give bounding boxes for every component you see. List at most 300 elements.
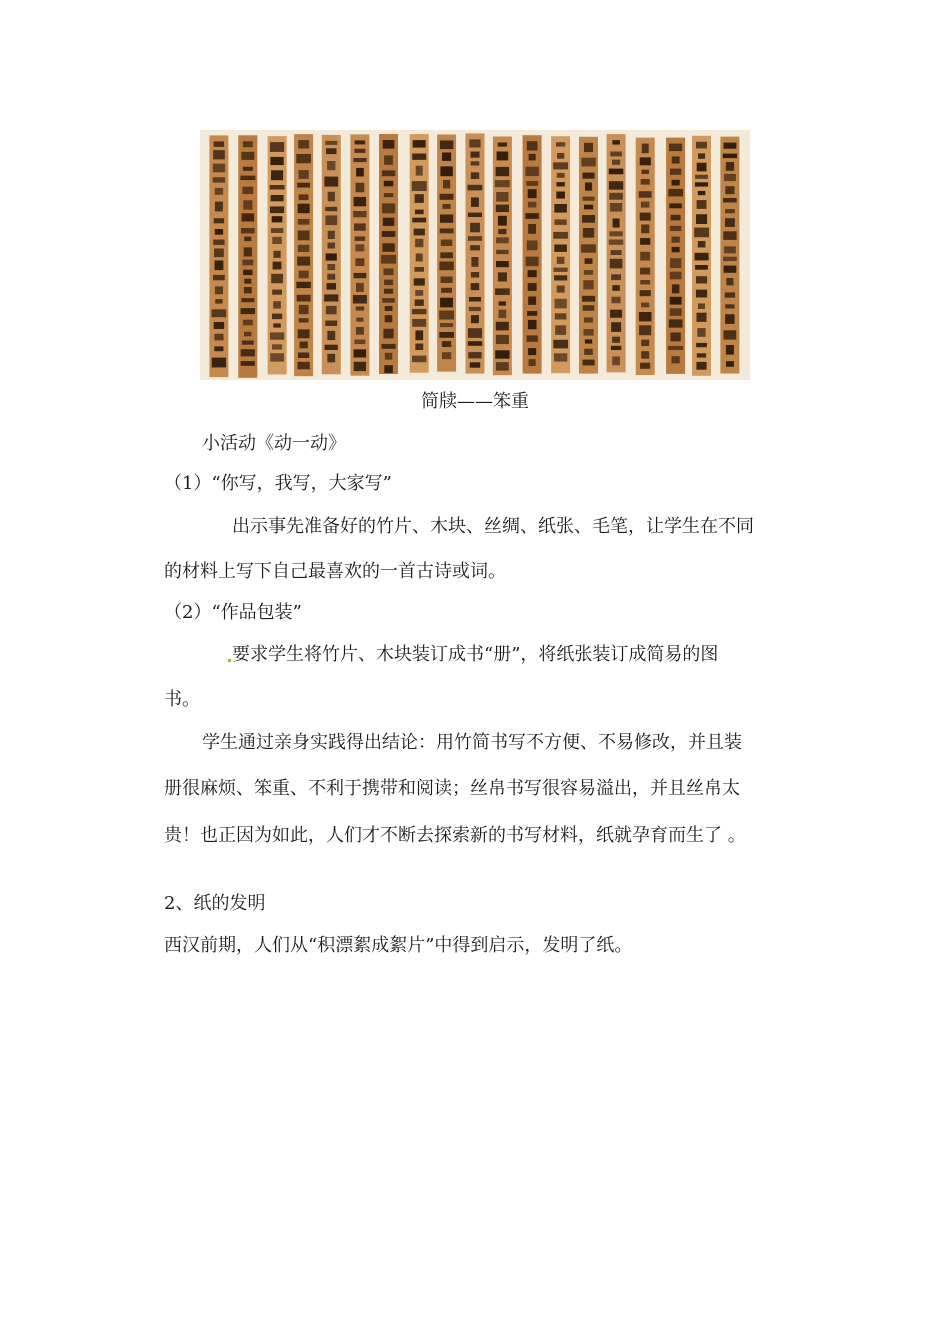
ink-stroke: [326, 148, 337, 154]
ink-stroke: [215, 229, 223, 235]
ink-stroke: [612, 356, 620, 365]
ink-stroke: [495, 350, 509, 358]
figure-caption: 简牍——笨重: [421, 391, 529, 412]
bamboo-slips-illustration: [200, 130, 750, 380]
ink-stroke: [696, 290, 707, 298]
ink-stroke: [356, 283, 364, 292]
ink-stroke: [583, 228, 594, 238]
ink-stroke: [412, 218, 426, 223]
ink-stroke: [553, 340, 568, 349]
ink-stroke: [298, 329, 310, 338]
ink-stroke: [697, 328, 705, 337]
ink-stroke: [498, 143, 507, 147]
ink-stroke: [585, 339, 592, 343]
ink-stroke: [384, 193, 394, 197]
ink-stroke: [723, 154, 737, 159]
ink-stroke: [726, 162, 734, 171]
ink-stroke: [243, 270, 252, 275]
ink-stroke: [528, 320, 537, 329]
ink-stroke: [298, 219, 310, 225]
ink-stroke: [354, 340, 365, 345]
ink-stroke: [584, 317, 593, 322]
ink-stroke: [611, 346, 621, 350]
ink-stroke: [298, 245, 310, 252]
ink-stroke: [384, 280, 393, 286]
ink-stroke: [496, 362, 509, 371]
ink-stroke: [612, 160, 620, 165]
ink-stroke: [240, 176, 255, 181]
ink-stroke: [723, 257, 737, 261]
ink-stroke: [353, 295, 367, 304]
ink-stroke: [385, 315, 393, 322]
ink-stroke: [442, 153, 451, 161]
ink-stroke: [296, 282, 310, 288]
ink-stroke: [697, 163, 707, 172]
ink-stroke: [273, 251, 280, 258]
ink-stroke: [582, 296, 595, 302]
item1-text-line1: 出示事先准备好的竹片、木块、丝绸、纸张、毛笔，让学生在不同: [232, 516, 754, 537]
activity-title: 小活动《动一动》: [202, 433, 346, 454]
ink-stroke: [298, 204, 310, 214]
ink-stroke: [725, 209, 735, 213]
ink-stroke: [527, 311, 537, 316]
ink-stroke: [441, 288, 452, 293]
ink-stroke: [528, 202, 537, 208]
ink-stroke: [611, 250, 622, 255]
ink-stroke: [440, 252, 453, 258]
ink-stroke: [496, 250, 508, 254]
ink-stroke: [726, 278, 733, 285]
ink-stroke: [496, 335, 509, 344]
ink-stroke: [354, 273, 367, 278]
ink-stroke: [299, 305, 309, 314]
ink-stroke: [554, 275, 567, 280]
ink-stroke: [327, 331, 335, 340]
ink-stroke: [415, 344, 423, 351]
ink-stroke: [581, 244, 596, 252]
ink-stroke: [272, 216, 283, 222]
ink-stroke: [694, 228, 709, 238]
ink-stroke: [525, 167, 538, 176]
ink-stroke: [642, 170, 650, 174]
ink-stroke: [723, 231, 736, 240]
ink-stroke: [414, 278, 425, 285]
ink-stroke: [241, 349, 255, 356]
ink-stroke: [641, 351, 649, 359]
ink-stroke: [440, 194, 454, 200]
ink-stroke: [641, 225, 649, 234]
ink-stroke: [215, 188, 223, 195]
cursor-mark: [228, 659, 231, 662]
ink-stroke: [242, 341, 254, 345]
ink-stroke: [271, 195, 284, 201]
ink-stroke: [470, 362, 480, 367]
ink-stroke: [672, 356, 680, 363]
ink-stroke: [583, 360, 595, 366]
ink-stroke: [640, 157, 651, 165]
ink-stroke: [471, 272, 479, 278]
ink-stroke: [557, 257, 565, 264]
ink-stroke: [471, 161, 480, 165]
conclusion-line3: 贵！也正因为如此，人们才不断去探索新的书写材料，纸就孕育而生了 。: [164, 825, 746, 846]
ink-stroke: [498, 272, 507, 281]
ink-stroke: [609, 193, 623, 200]
ink-stroke: [672, 247, 680, 252]
ink-stroke: [212, 358, 226, 368]
ink-stroke: [443, 204, 451, 209]
ink-stroke: [299, 170, 309, 179]
ink-stroke: [241, 361, 255, 366]
ink-stroke: [439, 262, 453, 271]
ink-stroke: [582, 215, 595, 223]
ink-stroke: [610, 310, 622, 318]
ink-stroke: [670, 258, 681, 268]
ink-stroke: [383, 218, 395, 226]
ink-stroke: [724, 174, 736, 181]
ink-stroke: [270, 353, 284, 361]
ink-stroke: [468, 328, 482, 338]
item1-heading: （1）“你写，我写，大家写”: [164, 473, 392, 494]
ink-stroke: [214, 334, 223, 341]
ink-stroke: [612, 337, 620, 343]
ink-stroke: [441, 277, 453, 284]
ink-stroke: [696, 343, 707, 347]
ink-stroke: [609, 240, 623, 245]
ink-stroke: [300, 342, 308, 349]
ink-stroke: [215, 261, 224, 271]
ink-stroke: [696, 276, 707, 283]
ink-stroke: [641, 179, 650, 185]
ink-stroke: [328, 231, 335, 239]
ink-stroke: [414, 229, 425, 236]
ink-stroke: [640, 280, 650, 285]
ink-stroke: [609, 181, 623, 190]
ink-stroke: [298, 353, 309, 359]
ink-stroke: [273, 262, 282, 270]
ink-stroke: [440, 229, 454, 234]
ink-stroke: [695, 182, 708, 186]
ink-stroke: [416, 254, 423, 262]
ink-stroke: [298, 140, 309, 148]
ink-stroke: [468, 213, 482, 217]
ink-stroke: [353, 158, 366, 162]
ink-stroke: [495, 180, 510, 187]
ink-stroke: [356, 327, 364, 335]
ink-stroke: [327, 264, 335, 270]
ink-stroke: [640, 268, 650, 275]
ink-stroke: [695, 265, 708, 270]
ink-stroke: [496, 322, 509, 331]
ink-stroke: [698, 241, 706, 248]
ink-stroke: [555, 299, 567, 309]
ink-stroke: [272, 344, 282, 349]
ink-stroke: [698, 191, 706, 195]
ink-stroke: [610, 203, 622, 212]
ink-stroke: [640, 363, 650, 369]
ink-stroke: [241, 298, 254, 302]
ink-stroke: [215, 299, 222, 304]
ink-stroke: [469, 307, 481, 311]
ink-stroke: [242, 187, 253, 195]
ink-stroke: [412, 181, 427, 191]
ink-stroke: [244, 287, 252, 293]
section2-heading: 2、纸的发明: [164, 893, 266, 914]
ink-stroke: [327, 161, 335, 170]
ink-stroke: [529, 359, 536, 366]
ink-stroke: [725, 186, 734, 194]
ink-stroke: [440, 166, 452, 176]
ink-stroke: [527, 240, 538, 250]
ink-stroke: [356, 168, 364, 177]
ink-stroke: [325, 345, 338, 350]
ink-stroke: [243, 167, 253, 171]
ink-stroke: [498, 216, 507, 226]
ink-stroke: [273, 301, 281, 308]
ink-stroke: [353, 211, 366, 217]
ink-stroke: [697, 313, 707, 322]
ink-stroke: [299, 271, 309, 279]
ink-stroke: [440, 323, 453, 327]
ink-stroke: [415, 239, 423, 247]
ink-stroke: [213, 150, 225, 159]
ink-stroke: [583, 173, 595, 179]
ink-stroke: [528, 270, 537, 277]
ink-stroke: [440, 215, 453, 223]
ink-stroke: [327, 354, 335, 362]
ink-stroke: [384, 181, 394, 187]
ink-stroke: [215, 286, 223, 294]
ink-stroke: [669, 144, 682, 152]
ink-stroke: [440, 298, 453, 308]
ink-stroke: [612, 297, 621, 304]
ink-stroke: [672, 237, 680, 243]
ink-stroke: [270, 206, 284, 213]
ink-stroke: [297, 295, 311, 302]
ink-stroke: [639, 312, 652, 321]
ink-stroke: [724, 266, 737, 273]
ink-stroke: [581, 158, 595, 167]
ink-stroke: [496, 261, 509, 267]
ink-stroke: [725, 292, 735, 297]
ink-stroke: [528, 224, 536, 234]
ink-stroke: [298, 231, 310, 241]
ink-stroke: [272, 290, 282, 295]
ink-stroke: [468, 352, 481, 358]
ink-stroke: [270, 142, 284, 152]
ink-stroke: [243, 200, 252, 209]
ink-stroke: [325, 321, 337, 327]
ink-stroke: [469, 297, 481, 302]
ink-stroke: [585, 182, 592, 190]
ink-stroke: [442, 341, 451, 347]
ink-stroke: [554, 353, 567, 361]
ink-stroke: [725, 218, 735, 227]
ink-stroke: [440, 141, 453, 150]
ink-stroke: [325, 207, 337, 211]
ink-stroke: [528, 283, 537, 291]
ink-stroke: [382, 298, 395, 303]
ink-stroke: [696, 362, 706, 370]
ink-stroke: [725, 314, 734, 324]
ink-stroke: [327, 274, 335, 280]
ink-stroke: [471, 257, 478, 267]
ink-stroke: [355, 244, 364, 251]
ink-stroke: [214, 218, 224, 223]
ink-stroke: [697, 200, 707, 209]
ink-stroke: [439, 332, 454, 338]
ink-stroke: [356, 318, 363, 322]
ink-stroke: [325, 141, 337, 145]
ink-stroke: [499, 310, 507, 319]
ink-stroke: [723, 198, 737, 203]
ink-stroke: [442, 352, 451, 359]
section2-text: 西汉前期，人们从“积漂絮成絮片”中得到启示，发明了纸。: [164, 935, 633, 956]
ink-stroke: [554, 204, 567, 213]
ink-stroke: [471, 172, 479, 179]
ink-stroke: [412, 309, 427, 314]
ink-stroke: [213, 275, 225, 280]
ink-stroke: [355, 258, 364, 266]
ink-stroke: [527, 335, 538, 341]
ink-stroke: [495, 288, 510, 295]
ink-stroke: [499, 301, 506, 305]
ink-stroke: [669, 203, 682, 208]
ink-stroke: [412, 356, 426, 363]
ink-stroke: [270, 332, 284, 339]
conclusion-line2: 册很麻烦、笨重、不利于携带和阅读；丝帛书写很容易溢出，并且丝帛太: [164, 778, 740, 799]
ink-stroke: [670, 333, 680, 342]
ink-stroke: [381, 255, 396, 264]
ink-stroke: [355, 140, 366, 144]
ink-stroke: [244, 332, 252, 337]
ink-stroke: [296, 154, 311, 163]
ink-stroke: [383, 140, 395, 149]
ink-stroke: [526, 181, 538, 186]
ink-stroke: [583, 197, 595, 201]
ink-stroke: [557, 173, 565, 178]
ink-stroke: [640, 238, 650, 245]
ink-stroke: [670, 272, 682, 280]
ink-stroke: [384, 289, 393, 294]
ink-stroke: [412, 319, 426, 327]
ink-stroke: [672, 284, 680, 293]
ink-stroke: [328, 192, 335, 202]
ink-stroke: [695, 175, 708, 179]
ink-stroke: [556, 182, 565, 186]
ink-stroke: [383, 329, 393, 339]
ink-stroke: [611, 322, 621, 332]
ink-stroke: [527, 141, 538, 150]
ink-stroke: [244, 237, 251, 242]
ink-stroke: [215, 202, 223, 212]
ink-stroke: [468, 236, 482, 241]
ink-stroke: [415, 267, 425, 272]
ink-stroke: [610, 231, 623, 236]
ink-stroke: [640, 213, 651, 221]
ink-stroke: [612, 140, 620, 145]
ink-stroke: [385, 306, 393, 311]
ink-stroke: [243, 141, 253, 147]
ink-stroke: [471, 197, 479, 207]
ink-stroke: [584, 205, 593, 210]
ink-stroke: [610, 152, 622, 157]
ink-stroke: [639, 325, 651, 335]
ink-stroke: [271, 274, 283, 283]
ink-stroke: [611, 274, 621, 280]
ink-stroke: [696, 142, 707, 149]
ink-stroke: [382, 231, 396, 237]
ink-stroke: [584, 329, 594, 336]
ink-stroke: [273, 323, 281, 327]
ink-stroke: [557, 153, 564, 159]
ink-stroke: [272, 237, 282, 244]
ink-stroke: [612, 285, 620, 291]
ink-stroke: [670, 297, 682, 305]
ink-stroke: [526, 257, 539, 267]
bamboo-slip: [579, 137, 598, 374]
ink-stroke: [668, 189, 683, 197]
ink-stroke: [271, 228, 283, 233]
bamboo-slip: [551, 136, 570, 373]
ink-stroke: [556, 142, 565, 146]
ink-stroke: [639, 191, 652, 198]
ink-stroke: [355, 236, 366, 241]
ink-stroke: [299, 194, 309, 200]
ink-stroke: [641, 202, 650, 208]
ink-stroke: [471, 283, 480, 290]
ink-stroke: [528, 189, 537, 198]
ink-stroke: [697, 353, 706, 357]
ink-stroke: [243, 320, 253, 326]
ink-stroke: [471, 315, 479, 323]
ink-stroke: [672, 157, 680, 164]
item2-heading: （2）“作品包装”: [164, 602, 302, 623]
ink-stroke: [415, 300, 424, 306]
ink-stroke: [443, 180, 450, 189]
ink-stroke: [242, 260, 253, 266]
ink-stroke: [670, 226, 681, 231]
ink-stroke: [525, 213, 538, 219]
ink-stroke: [441, 240, 453, 247]
ink-stroke: [554, 268, 568, 272]
ink-stroke: [668, 346, 683, 350]
ink-stroke: [415, 210, 424, 215]
ink-stroke: [556, 192, 565, 199]
ink-stroke: [726, 345, 734, 355]
ink-stroke: [244, 279, 251, 284]
ink-stroke: [354, 349, 367, 357]
ink-stroke: [244, 247, 252, 256]
ink-stroke: [299, 318, 309, 322]
ink-stroke: [496, 205, 509, 213]
ink-stroke: [695, 253, 709, 261]
ink-stroke: [416, 166, 423, 176]
ink-stroke: [555, 313, 567, 319]
ink-stroke: [328, 243, 336, 249]
ink-stroke: [469, 139, 480, 147]
ink-stroke: [214, 322, 225, 329]
ink-stroke: [496, 167, 510, 176]
ink-stroke: [241, 228, 255, 233]
ink-stroke: [698, 303, 705, 309]
ink-stroke: [324, 177, 338, 187]
ink-stroke: [726, 361, 734, 367]
ink-stroke: [413, 140, 426, 148]
ink-stroke: [555, 219, 567, 225]
ink-stroke: [553, 162, 568, 169]
ink-stroke: [214, 141, 225, 147]
ink-stroke: [439, 311, 454, 320]
